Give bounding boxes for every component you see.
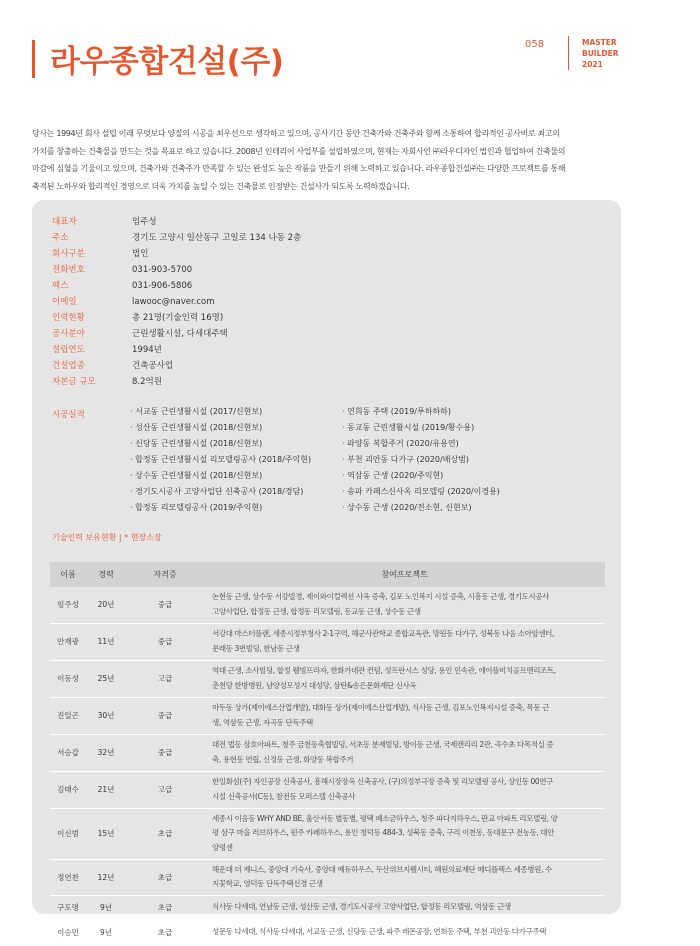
project-line: 마두동 상가(제이에스산업개발), 대화동 상가(제이에스산업개발), 식사동 근생, 김포노인복지시설 증축, 목동 근: [212, 703, 550, 712]
info-value: 법인: [132, 249, 149, 259]
intro-line: 축적된 노하우와 합리적인 경영으로 더욱 가치를 높일 수 있는 건축물로 인정받는 건설사가 되도록 노력하겠습니다.: [32, 181, 410, 191]
tech-staff-title: 기술인력 보유현황: [52, 533, 117, 542]
staff-career: 32년: [86, 734, 126, 771]
staff-cert: 중급: [126, 587, 204, 623]
staff-cert: 고급: [126, 771, 204, 808]
project-line: 시설 신축공사(C동), 참전동 모퍼스텔 신축공사: [212, 791, 356, 801]
column-header-name: 이름: [50, 562, 86, 587]
table-row: [50, 859, 605, 895]
staff-career: 12년: [86, 859, 126, 895]
staff-career: 20년: [86, 587, 126, 623]
project-line: 성문동 다세대, 식사동 다세대, 서교동 근생, 신당동 근생, 파주 레몬공장, 연희동 주택, 부천 괴안동 다가구주택: [212, 927, 547, 937]
staff-name: 이승민: [50, 920, 86, 945]
construction-item: · 송파 카페스신사옥 리모델링 (2020/이경용): [342, 487, 500, 496]
project-line: 해운대 더 제니스, 중앙대 기숙사, 중앙대 예듀하우스, 두산위브지웰시티, 혜원의료재단 메디플렉스 세종병원, 수: [212, 864, 552, 874]
info-label: 자본금 규모: [52, 377, 96, 387]
table-row: [50, 895, 605, 920]
project-line: 축, 용현동 연립, 신정동 근생, 화양동 복합주거: [212, 754, 354, 764]
info-label: 팩스: [52, 281, 69, 291]
brand-line: 2021: [582, 60, 603, 69]
construction-item: · 서교동 근린생활시설 (2017/신현보): [130, 407, 263, 416]
info-label: 인력현황: [52, 313, 85, 323]
construction-item: · 동교동 근린생활시설 (2019/황수용): [342, 423, 475, 432]
project-line: 서강대 마스터플랜, 세종시정부청사 2-1구역, 해군사관학교 종합교육관, 망원동 다가구, 성북동 나음 소아암센터,: [212, 629, 554, 638]
info-value: 경기도 고양시 일산동구 고일로 134 나동 2층: [132, 233, 302, 243]
tech-staff-table: [50, 562, 605, 946]
construction-item: · 상수동 근린생활시설 (2018/신현보): [130, 471, 263, 480]
project-line: 지꽃학교, 영덕동 단독주택신경 근생: [212, 879, 323, 888]
construction-item: · 역삼동 근생 (2020/주익현): [342, 471, 444, 480]
staff-projects: [204, 895, 605, 920]
staff-projects: [204, 697, 605, 734]
staff-career: 30년: [86, 697, 126, 734]
staff-cert: 초급: [126, 859, 204, 895]
info-value: lawooc@naver.com: [132, 297, 215, 307]
project-line: 역대 근생, 소사빌딩, 합정 웰빙프라자, 한화가네관 컨텀, 성프란시스 성당, 용인 민속관, 에이플비치골프앤리조트,: [212, 666, 556, 675]
info-label: 이메일: [52, 297, 77, 307]
info-value: 총 21명(기술인력 16명): [132, 313, 224, 323]
table-row: [50, 623, 605, 660]
title-accent-bar: [32, 40, 35, 78]
intro-line: 가치를 창출하는 건축물을 만드는 것을 목표로 하고 있습니다. 2008년 인테리어 사업부를 설립하였으며, 현재는 자회사인 ㈜라우디자인 법인과 협업하여 건축물의: [32, 146, 566, 156]
table-row: [50, 808, 605, 859]
staff-name: 안재광: [50, 623, 86, 660]
staff-career: 15년: [86, 808, 126, 859]
construction-item: · 신당동 근린생활시설 (2018/신현보): [130, 439, 263, 448]
construction-item: · 파양동 복합주거 (2020/유용연): [342, 439, 459, 448]
project-line: 식사동 다세대, 연남동 근생, 성산동 근생, 경기도시공사 고양사업단, 합정동 리모델링, 역삼동 근생: [212, 902, 511, 912]
project-line: 대전 법동 삼호아파트, 청주 금천동축협빌딩, 서초동 분재빌딩, 방이동 근생, 국제캔리리 2관, 곡수초 다목적실 증: [212, 740, 554, 749]
staff-career: 9년: [86, 895, 126, 920]
staff-career: 21년: [86, 771, 126, 808]
staff-projects: [204, 859, 605, 895]
info-value: 1994년: [132, 345, 162, 355]
staff-cert: 중급: [126, 734, 204, 771]
staff-projects: [204, 660, 605, 697]
staff-projects: [204, 623, 605, 660]
column-header-career: 경력: [86, 562, 126, 587]
info-value: 8.2억원: [132, 377, 162, 387]
project-line: 양평센: [212, 842, 233, 852]
intro-line: 당사는 1994년 회사 설립 이래 무엇보다 양질의 시공을 최우선으로 생각하고 있으며, 공사기간 동안 건축가와 건축주와 함께 소통하여 합리적인 공사비로 최고의: [32, 129, 560, 138]
staff-name: 이동성: [50, 660, 86, 697]
staff-cert: 초급: [126, 920, 204, 945]
staff-cert: 중급: [126, 697, 204, 734]
staff-name: 구도명: [50, 895, 86, 920]
project-line: 문래동 3번빌딩, 한남동 근생: [212, 643, 300, 653]
info-label: 전화번호: [52, 265, 85, 275]
staff-cert: 고급: [126, 660, 204, 697]
staff-name: 서승갑: [50, 734, 86, 771]
info-value: 031-906-5806: [132, 281, 193, 291]
table-row: [50, 734, 605, 771]
construction-item: · 경기도시공사 고양사업단 신축공사 (2018/경담): [130, 487, 304, 496]
header-divider: [568, 36, 569, 70]
project-line: 한일화섬(주) 자인공장 신축공사, 흥해시장장옥 신축공사, (구)의정부극장 증축 및 리모델링 공사, 상인동 00연구: [212, 777, 553, 786]
staff-career: 11년: [86, 623, 126, 660]
staff-name: 정연찬: [50, 859, 86, 895]
staff-name: 진일곤: [50, 697, 86, 734]
construction-item: · 상수동 근생 (2020/전소현, 신현보): [342, 503, 472, 512]
info-value: 임주성: [132, 217, 157, 227]
project-line: 생, 역삼동 근생, 자곡동 단독주택: [212, 717, 313, 727]
staff-projects: [204, 734, 605, 771]
staff-projects: [204, 771, 605, 808]
company-info-card: [32, 200, 621, 937]
column-header-cert: 자격증: [126, 562, 204, 587]
staff-name: 김태수: [50, 771, 86, 808]
info-label: 건설업종: [52, 361, 85, 371]
info-value: 근린생활시설, 다세대주택: [132, 329, 228, 339]
construction-item: · 합정동 리모델링공사 (2019/주익현): [130, 503, 263, 512]
page-number: 058: [525, 39, 545, 50]
brand-line: MASTER: [582, 38, 617, 47]
table-header-row: [50, 562, 605, 587]
project-line: 춘천당 한방병원, 남양성모성지 대성당, 삼탄&송은문화재단 신사옥: [212, 680, 417, 690]
info-value: 건축공사업: [132, 361, 174, 371]
staff-projects: [204, 808, 605, 859]
tech-staff-heading: [52, 532, 162, 543]
brand-block: [582, 37, 619, 70]
staff-name: 이신범: [50, 808, 86, 859]
construction-label: 시공실적: [52, 410, 85, 420]
table-row: [50, 587, 605, 623]
table-row: [50, 697, 605, 734]
project-line: 세종시 이음동 WHY AND BE, 울산서동 별동별, 평택 폐소금하우스, 청주 파다지하우스, 판교 아파트 리모델링, 양: [212, 813, 558, 823]
staff-projects: [204, 920, 605, 945]
intro-paragraph: [32, 125, 672, 195]
construction-item: · 합정동 근린생활시설 리모델링공사 (2018/주익현): [130, 455, 312, 464]
info-value: 031-903-5700: [132, 265, 193, 275]
intro-line: 마감에 심혈을 기울이고 있으며, 건축가와 건축주가 만족할 수 있는 완성도 높은 작품을 만들기 위해 노력하고 있습니다. 라우종합건설㈜는 다양한 프로젝트를 통해: [32, 164, 566, 174]
info-label: 회사구분: [52, 249, 85, 259]
project-line: 고양사업단, 합정동 근생, 합정동 리모델링, 동교동 근생, 상수동 근생: [212, 606, 421, 616]
info-label: 주소: [52, 233, 69, 243]
staff-cert: 중급: [126, 623, 204, 660]
info-label: 대표자: [52, 217, 77, 227]
construction-item: · 연희동 주택 (2019/푸하하하): [342, 407, 452, 416]
construction-item: · 부천 괴안동 다가구 (2020/배상범): [342, 455, 470, 464]
staff-cert: 초급: [126, 808, 204, 859]
staff-career: 25년: [86, 660, 126, 697]
company-title: 라우종합건설(주): [50, 44, 284, 80]
brand-line: BUILDER: [582, 49, 619, 58]
project-line: 평 삼구 마을 러브하우스, 원주 카페하우스, 용인 청덕동 484-3, 성북동 증축, 구리 이천동, 동대문구 전농동, 대안: [212, 828, 555, 838]
staff-projects: [204, 587, 605, 623]
construction-item: · 성산동 근린생활시설 (2018/신현보): [130, 423, 263, 432]
tech-staff-note: * 현장소장: [124, 533, 162, 542]
table-row: [50, 660, 605, 697]
table-row: [50, 920, 605, 945]
staff-name: 임주성: [50, 587, 86, 623]
info-label: 공사분야: [52, 329, 85, 339]
staff-career: 9년: [86, 920, 126, 945]
info-label: 설립연도: [52, 345, 85, 355]
table-row: [50, 771, 605, 808]
page-header: [32, 36, 672, 82]
staff-cert: 초급: [126, 895, 204, 920]
project-line: 논현동 근생, 상수동 서강빌경, 제이와이컬렉션 사옥 증축, 김포 노인복지 시설 증축, 시흥동 근생, 경기도시공사: [212, 592, 549, 602]
column-header-projects: 참여프로젝트: [204, 562, 605, 587]
tech-staff-separator: |: [118, 533, 122, 542]
